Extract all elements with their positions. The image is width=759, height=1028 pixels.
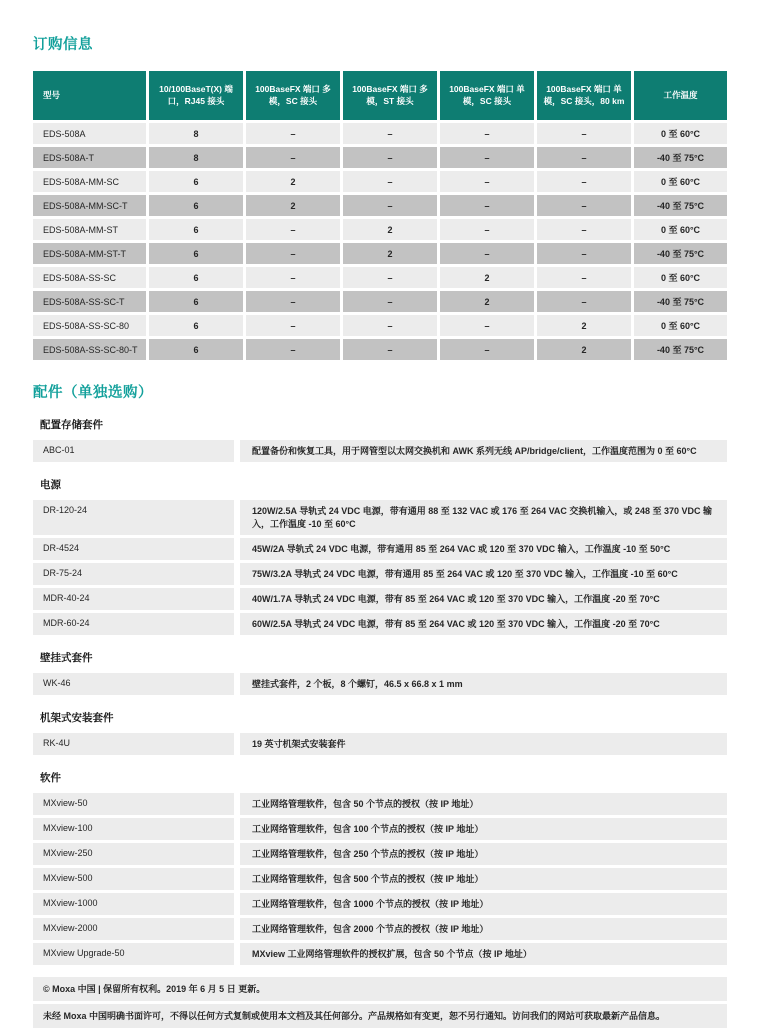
value-cell: 6 — [149, 243, 243, 264]
accessory-model: WK-46 — [33, 673, 234, 695]
ordering-col-header-6: 工作温度 — [634, 71, 727, 120]
disclaimer-text: 未经 Moxa 中国明确书面许可，不得以任何方式复制或使用本文档及其任何部分。产品规格如有变更，恕不另行通知。访问我们的网站可获取最新产品信息。 — [43, 1011, 666, 1021]
accessory-model: MXview-250 — [33, 843, 234, 865]
accessory-row — [33, 918, 727, 940]
accessory-model: RK-4U — [33, 733, 234, 755]
value-cell: -40 至 75°C — [634, 339, 727, 360]
accessory-model: ABC-01 — [33, 440, 234, 462]
accessory-description: 19 英寸机架式安装套件 — [240, 733, 727, 755]
value-cell: – — [343, 315, 437, 336]
accessory-description: 45W/2A 导轨式 24 VDC 电源，带有通用 85 至 264 VAC 或 120 至 370 VDC 输入，工作温度 -10 至 50°C — [240, 538, 727, 560]
value-cell: – — [343, 267, 437, 288]
value-cell: – — [537, 219, 631, 240]
value-cell: 8 — [149, 147, 243, 168]
value-cell: – — [440, 339, 534, 360]
value-cell: 2 — [343, 219, 437, 240]
accessory-description: 40W/1.7A 导轨式 24 VDC 电源，带有 85 至 264 VAC 或 120 至 370 VDC 输入，工作温度 -20 至 70°C — [240, 588, 727, 610]
value-cell: 2 — [537, 339, 631, 360]
value-cell: 6 — [149, 219, 243, 240]
accessory-model: MXview-2000 — [33, 918, 234, 940]
accessory-model: DR-120-24 — [33, 500, 234, 535]
accessory-row — [33, 613, 727, 635]
accessory-group-name: 软件 — [40, 772, 61, 784]
value-cell: – — [246, 219, 340, 240]
accessory-row — [33, 538, 727, 560]
accessory-description: 工业网络管理软件，包含 50 个节点的授权（按 IP 地址） — [240, 793, 727, 815]
ordering-table-row — [33, 243, 727, 264]
value-cell: – — [246, 147, 340, 168]
value-cell: – — [440, 243, 534, 264]
accessory-model: MDR-60-24 — [33, 613, 234, 635]
value-cell: 2 — [537, 315, 631, 336]
value-cell: – — [537, 123, 631, 144]
accessory-groups — [33, 417, 727, 965]
ordering-col-header-4: 100BaseFX 端口 单模，SC 接头 — [440, 71, 534, 120]
accessories-section-title: 配件（单独选购） — [33, 385, 153, 401]
value-cell: -40 至 75°C — [634, 243, 727, 264]
ordering-col-header-2: 100BaseFX 端口 多模，SC 接头 — [246, 71, 340, 120]
value-cell: – — [343, 339, 437, 360]
value-cell: – — [343, 195, 437, 216]
ordering-col-header-0: 型号 — [33, 71, 146, 120]
value-cell: – — [537, 291, 631, 312]
model-name-cell: EDS-508A-SS-SC — [33, 267, 146, 288]
accessory-model: MXview-500 — [33, 868, 234, 890]
accessory-row — [33, 793, 727, 815]
accessory-model: MXview-100 — [33, 818, 234, 840]
value-cell: – — [440, 147, 534, 168]
value-cell: 8 — [149, 123, 243, 144]
model-name-cell: EDS-508A-T — [33, 147, 146, 168]
value-cell: – — [537, 267, 631, 288]
ordering-table-row — [33, 219, 727, 240]
ordering-table-row — [33, 339, 727, 360]
value-cell: – — [440, 171, 534, 192]
value-cell: – — [246, 291, 340, 312]
accessory-description: 工业网络管理软件，包含 250 个节点的授权（按 IP 地址） — [240, 843, 727, 865]
accessory-group-name: 配置存储套件 — [40, 419, 103, 431]
value-cell: 6 — [149, 171, 243, 192]
accessory-model: MXview Upgrade-50 — [33, 943, 234, 965]
accessory-row — [33, 500, 727, 535]
value-cell: 0 至 60°C — [634, 315, 727, 336]
datasheet-page — [33, 33, 727, 1028]
value-cell: -40 至 75°C — [634, 195, 727, 216]
accessory-row — [33, 868, 727, 890]
accessory-description: 工业网络管理软件，包含 2000 个节点的授权（按 IP 地址） — [240, 918, 727, 940]
value-cell: 6 — [149, 339, 243, 360]
model-name-cell: EDS-508A-SS-SC-80-T — [33, 339, 146, 360]
ordering-table-row — [33, 291, 727, 312]
accessory-model: DR-75-24 — [33, 563, 234, 585]
value-cell: – — [246, 339, 340, 360]
value-cell: – — [440, 315, 534, 336]
accessory-row — [33, 563, 727, 585]
ordering-table-row — [33, 123, 727, 144]
value-cell: 6 — [149, 267, 243, 288]
model-name-cell: EDS-508A-SS-SC-80 — [33, 315, 146, 336]
value-cell: -40 至 75°C — [634, 291, 727, 312]
copyright-box — [33, 977, 727, 1001]
ordering-table-row — [33, 315, 727, 336]
value-cell: 6 — [149, 315, 243, 336]
accessory-row — [33, 733, 727, 755]
accessory-group-name: 机架式安装套件 — [40, 712, 114, 724]
value-cell: – — [440, 219, 534, 240]
ordering-col-header-3: 100BaseFX 端口 多模，ST 接头 — [343, 71, 437, 120]
accessory-row — [33, 673, 727, 695]
accessory-row — [33, 588, 727, 610]
accessory-description: 壁挂式套件，2 个板，8 个螺钉，46.5 x 66.8 x 1 mm — [240, 673, 727, 695]
accessory-description: MXview 工业网络管理软件的授权扩展，包含 50 个节点（按 IP 地址） — [240, 943, 727, 965]
model-name-cell: EDS-508A-MM-ST — [33, 219, 146, 240]
value-cell: – — [246, 123, 340, 144]
model-name-cell: EDS-508A-MM-SC — [33, 171, 146, 192]
value-cell: – — [537, 171, 631, 192]
accessory-description: 120W/2.5A 导轨式 24 VDC 电源，带有通用 88 至 132 VAC 或 176 至 264 VAC 交换机输入，或 248 至 370 VDC 输入，工作温度 -10 至 60°C — [240, 500, 727, 535]
accessory-row — [33, 818, 727, 840]
accessory-model: MDR-40-24 — [33, 588, 234, 610]
ordering-table — [30, 68, 730, 363]
model-name-cell: EDS-508A — [33, 123, 146, 144]
ordering-table-row — [33, 195, 727, 216]
ordering-col-header-5: 100BaseFX 端口 单模，SC 接头，80 km — [537, 71, 631, 120]
value-cell: 0 至 60°C — [634, 219, 727, 240]
value-cell: 6 — [149, 195, 243, 216]
value-cell: – — [343, 171, 437, 192]
value-cell: 6 — [149, 291, 243, 312]
accessory-description: 工业网络管理软件，包含 100 个节点的授权（按 IP 地址） — [240, 818, 727, 840]
value-cell: – — [537, 147, 631, 168]
accessory-description: 工业网络管理软件，包含 1000 个节点的授权（按 IP 地址） — [240, 893, 727, 915]
value-cell: – — [343, 147, 437, 168]
accessory-row — [33, 893, 727, 915]
value-cell: – — [537, 195, 631, 216]
accessory-model: MXview-1000 — [33, 893, 234, 915]
value-cell: 2 — [246, 195, 340, 216]
accessory-description: 75W/3.2A 导轨式 24 VDC 电源，带有通用 85 至 264 VAC 或 120 至 370 VDC 输入，工作温度 -10 至 60°C — [240, 563, 727, 585]
accessory-row — [33, 943, 727, 965]
ordering-col-header-1: 10/100BaseT(X) 端口，RJ45 接头 — [149, 71, 243, 120]
copyright-text: © Moxa 中国 | 保留所有权利。2019 年 6 月 5 日 更新。 — [43, 984, 266, 994]
value-cell: – — [246, 243, 340, 264]
value-cell: – — [246, 315, 340, 336]
accessory-group-name: 壁挂式套件 — [40, 652, 93, 664]
value-cell: 0 至 60°C — [634, 267, 727, 288]
value-cell: – — [537, 243, 631, 264]
value-cell: 2 — [343, 243, 437, 264]
accessory-model: DR-4524 — [33, 538, 234, 560]
value-cell: 2 — [440, 291, 534, 312]
ordering-table-row — [33, 147, 727, 168]
value-cell: -40 至 75°C — [634, 147, 727, 168]
value-cell: – — [343, 123, 437, 144]
accessory-description: 60W/2.5A 导轨式 24 VDC 电源，带有 85 至 264 VAC 或 120 至 370 VDC 输入，工作温度 -20 至 70°C — [240, 613, 727, 635]
model-name-cell: EDS-508A-SS-SC-T — [33, 291, 146, 312]
value-cell: – — [440, 195, 534, 216]
accessory-group-name: 电源 — [40, 479, 61, 491]
value-cell: 0 至 60°C — [634, 171, 727, 192]
value-cell: 0 至 60°C — [634, 123, 727, 144]
model-name-cell: EDS-508A-MM-ST-T — [33, 243, 146, 264]
accessory-description: 工业网络管理软件，包含 500 个节点的授权（按 IP 地址） — [240, 868, 727, 890]
ordering-section-title: 订购信息 — [33, 37, 93, 53]
value-cell: 2 — [246, 171, 340, 192]
value-cell: – — [343, 291, 437, 312]
accessory-description: 配置备份和恢复工具，用于网管型以太网交换机和 AWK 系列无线 AP/bridge/client，工作温度范围为 0 至 60°C — [240, 440, 727, 462]
ordering-table-header-row — [33, 71, 727, 120]
accessory-model: MXview-50 — [33, 793, 234, 815]
disclaimer-box — [33, 1004, 727, 1028]
value-cell: – — [246, 267, 340, 288]
value-cell: – — [440, 123, 534, 144]
model-name-cell: EDS-508A-MM-SC-T — [33, 195, 146, 216]
ordering-table-row — [33, 267, 727, 288]
accessory-row — [33, 843, 727, 865]
ordering-table-row — [33, 171, 727, 192]
value-cell: 2 — [440, 267, 534, 288]
accessory-row — [33, 440, 727, 462]
